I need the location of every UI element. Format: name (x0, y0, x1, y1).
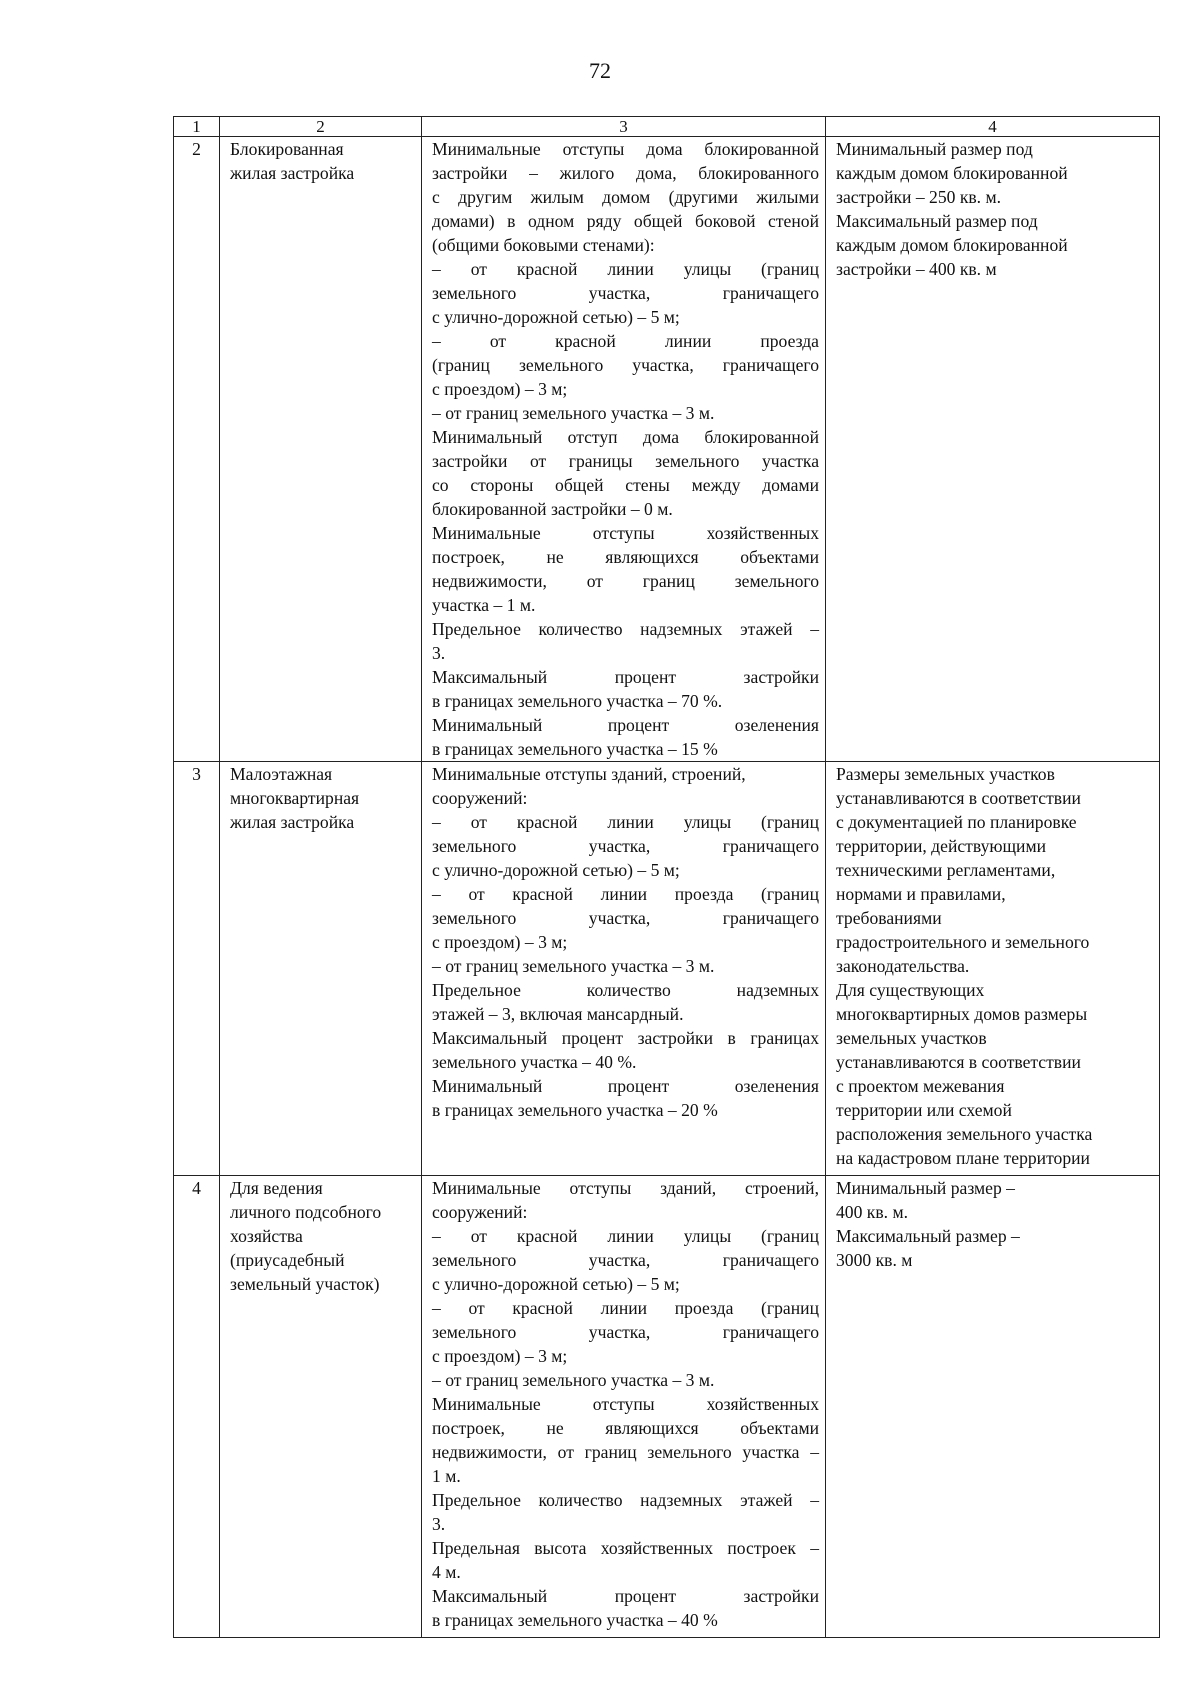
text-line: Для существующих (836, 980, 985, 1000)
parameter-line: Максимальный процент застройки в границах (432, 1028, 819, 1048)
text-line: законодательства. (836, 956, 970, 976)
parameter-line: с другим жилым домом (другими жилыми (432, 187, 819, 207)
text-line: устанавливаются в соответствии (836, 1052, 1081, 1072)
plot-size-cell (826, 1176, 1160, 1638)
plot-size-cell (826, 137, 1160, 762)
text-line: многоквартирных домов размеры (836, 1004, 1088, 1024)
text-line: 3000 кв. м (836, 1250, 913, 1270)
parameter-line: Минимальный процент озеленения (432, 1076, 819, 1096)
land-use-name (220, 762, 422, 1176)
parameter-line: в границах земельного участка – 15 % (432, 739, 718, 759)
page-number: 72 (589, 58, 611, 83)
text-line: расположения земельного участка (836, 1124, 1093, 1144)
text-line: застройки – 400 кв. м (836, 259, 997, 279)
text-line: техническими регламентами, (836, 860, 1056, 880)
parameter-line: (границ земельного участка, граничащего (432, 355, 819, 375)
table-header-row (174, 117, 1160, 137)
parameter-line: блокированной застройки – 0 м. (432, 499, 673, 519)
text-line: жилая застройка (230, 812, 355, 832)
parameter-line: земельного участка, граничащего (432, 1250, 819, 1270)
parameter-line: – от красной линии улицы (границ (432, 259, 819, 279)
parameter-line: земельного участка, граничащего (432, 836, 819, 856)
text-line: Малоэтажная (230, 764, 333, 784)
text-line: с проектом межевания (836, 1076, 1005, 1096)
parameter-line: построек, не являющихся объектами (432, 1418, 819, 1438)
text-line: градостроительного и земельного (836, 932, 1090, 952)
parameter-line: с улично-дорожной сетью) – 5 м; (432, 307, 680, 327)
text-line: Минимальный размер под (836, 139, 1033, 159)
text-line: Максимальный размер – (836, 1226, 1020, 1246)
parameter-line: – от границ земельного участка – 3 м. (432, 1370, 715, 1390)
parameter-line: Минимальные отступы дома блокированной (432, 139, 819, 159)
parameter-line: с улично-дорожной сетью) – 5 м; (432, 860, 680, 880)
land-use-name (220, 137, 422, 762)
text-line: каждым домом блокированной (836, 235, 1068, 255)
text-line: личного подсобного (230, 1202, 382, 1222)
parameter-line: 1 м. (432, 1466, 461, 1486)
parameter-line: со стороны общей стены между домами (432, 475, 819, 495)
text-line: Минимальный размер – (836, 1178, 1015, 1198)
parameter-line: этажей – 3, включая мансардный. (432, 1004, 684, 1024)
parameter-line: Максимальный процент застройки (432, 1586, 819, 1606)
text-line: хозяйства (230, 1226, 303, 1246)
parameters-cell (422, 137, 826, 762)
parameter-line: с проездом) – 3 м; (432, 1346, 568, 1366)
parameter-line: Предельное количество надземных этажей – (432, 619, 819, 639)
parameter-line: с улично-дорожной сетью) – 5 м; (432, 1274, 680, 1294)
text-line: земельный участок) (230, 1274, 380, 1294)
parameter-line: в границах земельного участка – 70 %. (432, 691, 723, 711)
header-col-4: 4 (826, 117, 1160, 137)
regulations-table (173, 116, 1160, 1638)
row-number: 4 (174, 1176, 220, 1638)
parameter-line: – от красной линии проезда (432, 331, 819, 351)
text-line: жилая застройка (230, 163, 355, 183)
header-col-2: 2 (220, 117, 422, 137)
text-line: многоквартирная (230, 788, 360, 808)
parameter-line: застройки от границы земельного участка (432, 451, 819, 471)
text-line: Максимальный размер под (836, 211, 1038, 231)
row-number: 3 (174, 762, 220, 1176)
parameters-cell (422, 762, 826, 1176)
parameter-line: Предельное количество надземных (432, 980, 819, 1000)
parameter-line: в границах земельного участка – 20 % (432, 1100, 718, 1120)
text-line: территории, действующими (836, 836, 1047, 856)
parameter-line: сооружений: (432, 1202, 528, 1222)
parameter-line: Минимальные отступы зданий, строений, (432, 1178, 819, 1198)
parameter-line: Минимальные отступы хозяйственных (432, 1394, 819, 1414)
parameter-line: – от красной линии проезда (границ (432, 1298, 819, 1318)
parameter-line: Предельная высота хозяйственных построек – (432, 1538, 819, 1558)
parameter-line: застройки – жилого дома, блокированного (432, 163, 819, 183)
text-line: застройки – 250 кв. м. (836, 187, 1002, 207)
text-line: на кадастровом плане территории (836, 1148, 1090, 1168)
parameter-line: 4 м. (432, 1562, 461, 1582)
parameter-line: построек, не являющихся объектами (432, 547, 819, 567)
parameter-line: с проездом) – 3 м; (432, 379, 568, 399)
text-line: земельных участков (836, 1028, 987, 1048)
table-row (174, 762, 1160, 1176)
parameter-line: Минимальные отступы зданий, строений, (432, 764, 746, 784)
parameter-line: Максимальный процент застройки (432, 667, 819, 687)
parameter-line: – от красной линии проезда (границ (432, 884, 819, 904)
parameter-line: недвижимости, от границ земельного (432, 571, 819, 591)
header-col-1: 1 (174, 117, 220, 137)
text-line: с документацией по планировке (836, 812, 1077, 832)
parameter-line: земельного участка, граничащего (432, 908, 819, 928)
parameter-line: сооружений: (432, 788, 528, 808)
parameter-line: участка – 1 м. (432, 595, 536, 615)
parameters-cell (422, 1176, 826, 1638)
parameter-line: недвижимости, от границ земельного участка – (432, 1442, 819, 1462)
parameter-line: 3. (432, 1514, 446, 1534)
text-line: (приусадебный (230, 1250, 345, 1270)
parameter-line: – от границ земельного участка – 3 м. (432, 956, 715, 976)
table-row (174, 1176, 1160, 1638)
land-use-name (220, 1176, 422, 1638)
parameter-line: земельного участка – 40 %. (432, 1052, 637, 1072)
parameter-line: 3. (432, 643, 446, 663)
table-body (174, 137, 1160, 1638)
parameter-line: Минимальный процент озеленения (432, 715, 819, 735)
table-row (174, 137, 1160, 762)
header-col-3: 3 (422, 117, 826, 137)
text-line: устанавливаются в соответствии (836, 788, 1081, 808)
text-line: каждым домом блокированной (836, 163, 1068, 183)
parameter-line: в границах земельного участка – 40 % (432, 1610, 718, 1630)
row-number: 2 (174, 137, 220, 762)
parameter-line: земельного участка, граничащего (432, 1322, 819, 1342)
parameter-line: – от красной линии улицы (границ (432, 812, 819, 832)
parameter-line: домами) в одном ряду общей боковой стеной (432, 211, 819, 231)
parameter-line: с проездом) – 3 м; (432, 932, 568, 952)
text-line: территории или схемой (836, 1100, 1012, 1120)
text-line: 400 кв. м. (836, 1202, 908, 1222)
parameter-line: – от границ земельного участка – 3 м. (432, 403, 715, 423)
parameter-line: земельного участка, граничащего (432, 283, 819, 303)
parameter-line: Минимальный отступ дома блокированной (432, 427, 819, 447)
parameter-line: Минимальные отступы хозяйственных (432, 523, 819, 543)
parameter-line: Предельное количество надземных этажей – (432, 1490, 819, 1510)
parameter-line: – от красной линии улицы (границ (432, 1226, 819, 1246)
text-line: Для ведения (230, 1178, 323, 1198)
text-line: требованиями (836, 908, 942, 928)
text-line: нормами и правилами, (836, 884, 1006, 904)
plot-size-cell (826, 762, 1160, 1176)
text-line: Размеры земельных участков (836, 764, 1055, 784)
text-line: Блокированная (230, 139, 344, 159)
parameter-line: (общими боковыми стенами): (432, 235, 655, 255)
